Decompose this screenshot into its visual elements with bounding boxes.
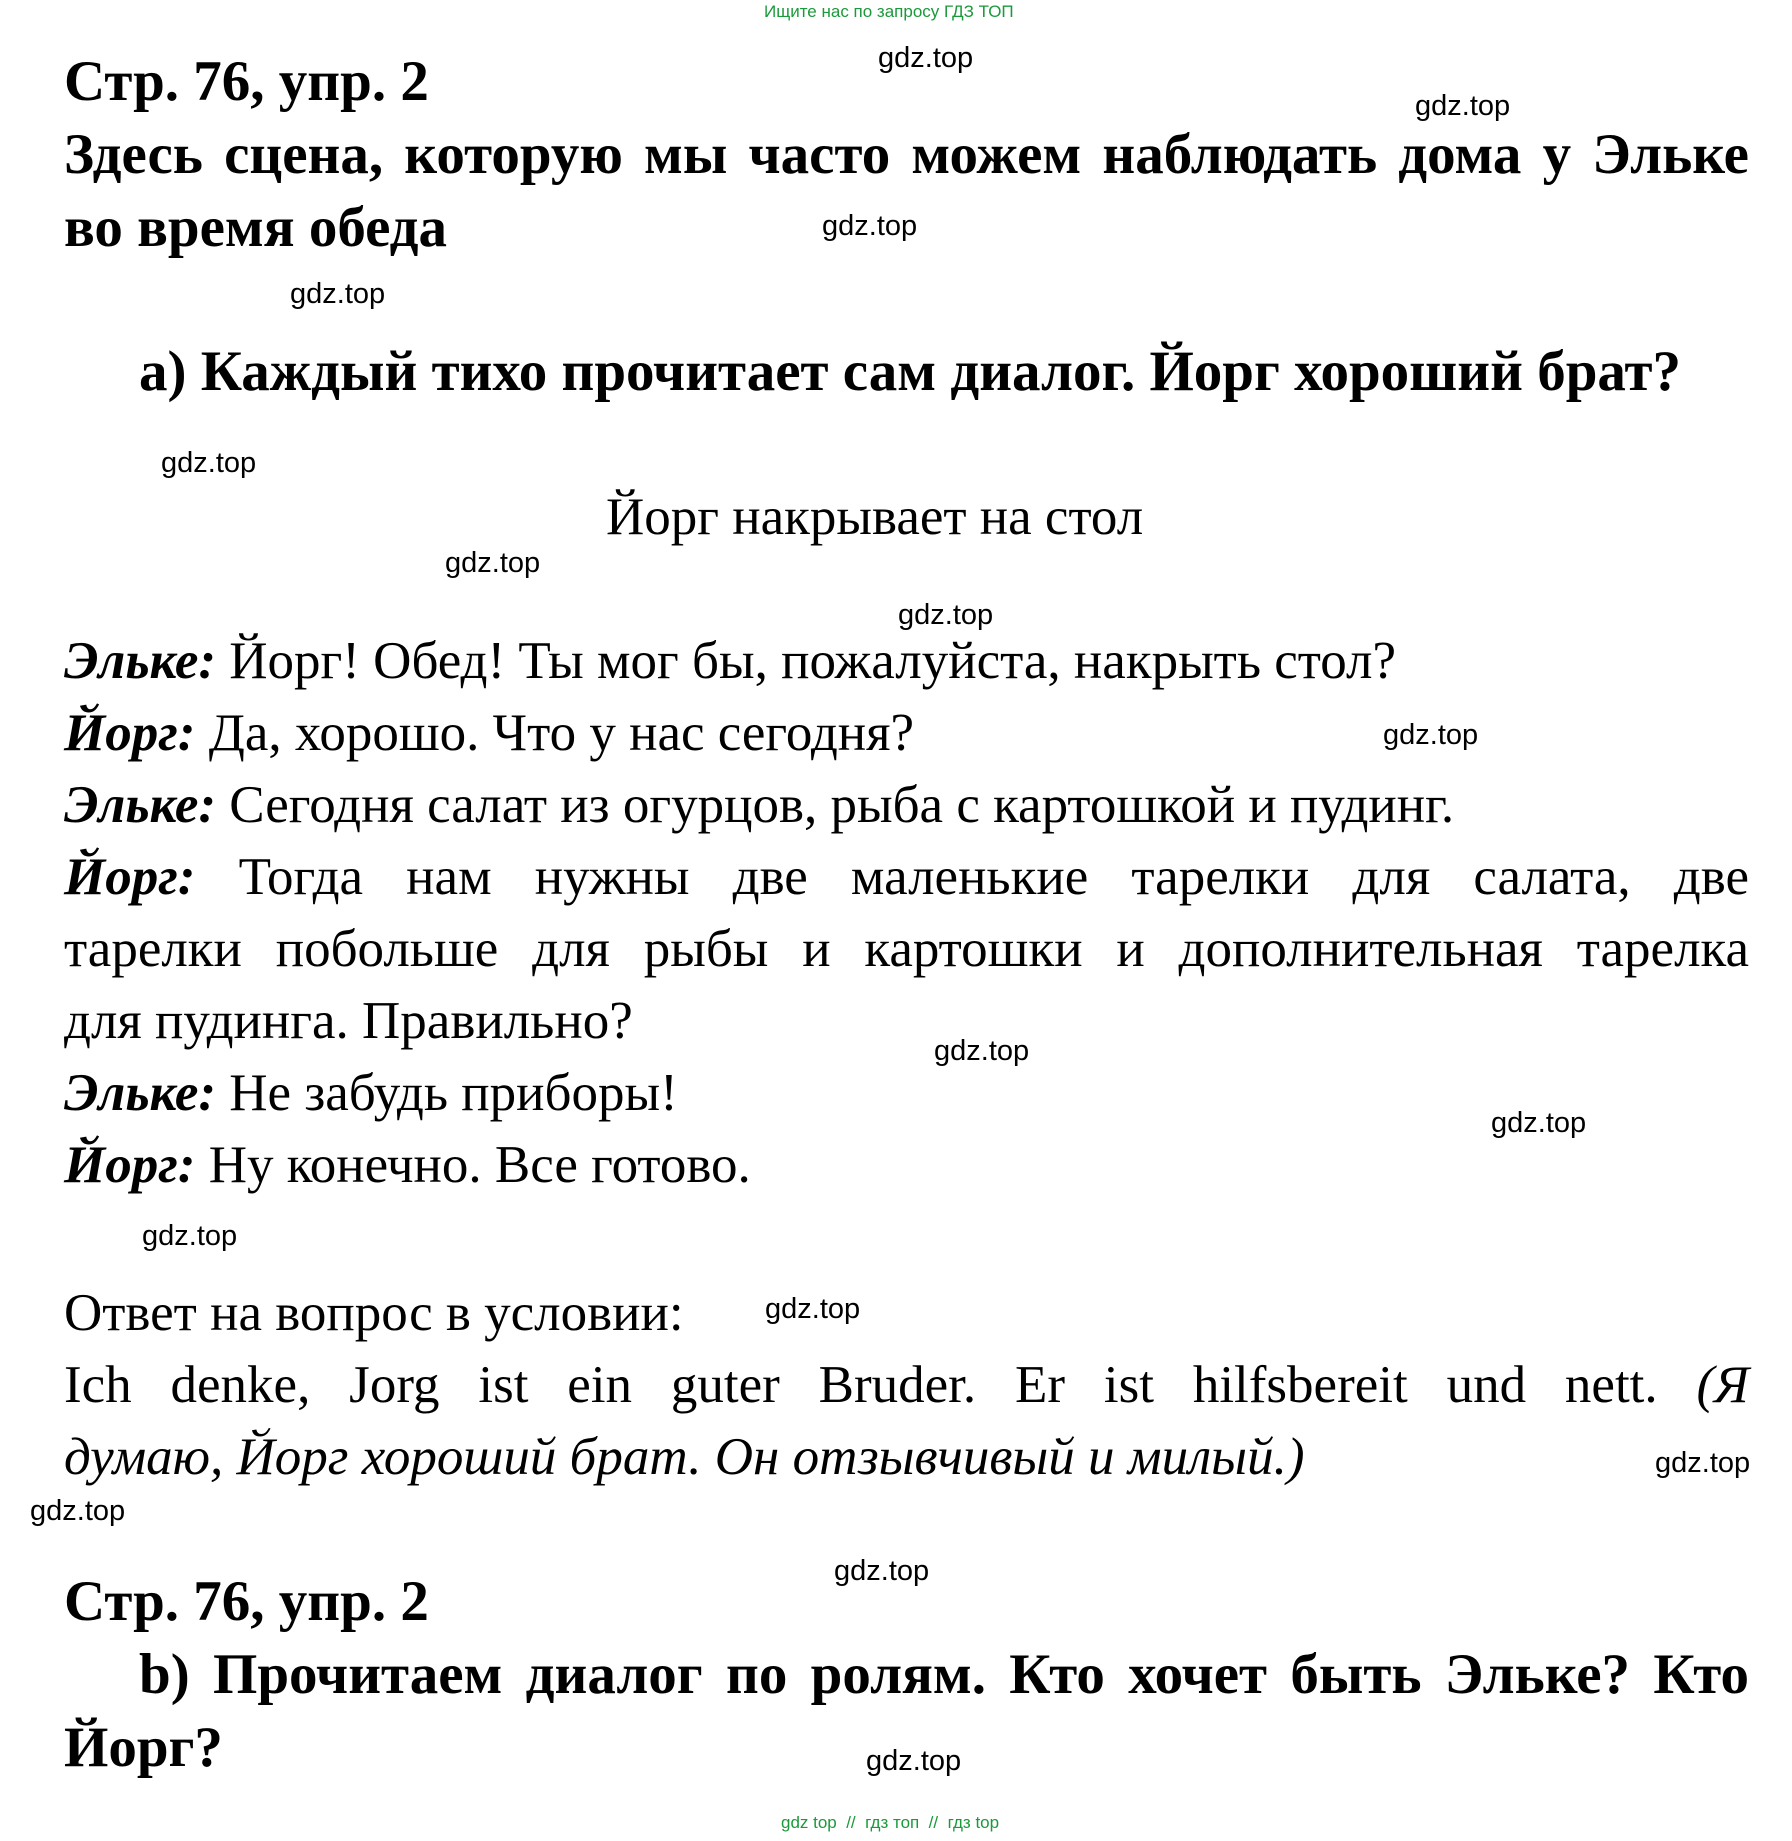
watermark: gdz.top: [161, 447, 257, 479]
watermark: gdz.top: [290, 278, 386, 310]
dialog-line-6: [64, 1129, 751, 1201]
dialog-line-5: [64, 1057, 678, 1129]
dialog-text: Ну конечно. Все готово.: [195, 1136, 751, 1194]
watermark: gdz.top: [866, 1745, 962, 1777]
dialog-speaker: Эльке:: [64, 632, 217, 690]
watermark: gdz.top: [30, 1495, 126, 1527]
dialog-text: Да, хорошо. Что у нас сегодня?: [195, 704, 915, 762]
answer-line-1: [64, 1349, 1749, 1421]
watermark: gdz.top: [765, 1293, 861, 1325]
dialog-title: Йорг накрывает на стол: [606, 488, 1144, 546]
dialog-text: Не забудь приборы!: [216, 1064, 678, 1122]
dialog-line-4c: для пудинга. Правильно?: [64, 992, 633, 1050]
watermark: gdz.top: [934, 1035, 1030, 1067]
task-a: а) Каждый тихо прочитает сам диалог. Йорг хороший брат?: [139, 340, 1681, 403]
dialog-text: Тогда нам нужны две маленькие тарелки для салата, две: [195, 848, 1749, 906]
answer-ru: думаю, Йорг хороший брат. Он отзывчивый и милый.): [64, 1428, 1305, 1486]
dialog-line-4b: тарелки побольше для рыбы и картошки и дополнительная тарелка: [64, 920, 1749, 978]
watermark: gdz.top: [822, 210, 918, 242]
footer: gdz top // гдз топ // гдз top: [781, 1813, 1000, 1832]
dialog-speaker: Йорг:: [64, 848, 196, 906]
dialog-speaker: Йорг:: [64, 704, 196, 762]
dialog-speaker: Эльке:: [64, 776, 217, 834]
task-b-line1: b) Прочитаем диалог по ролям. Кто хочет быть Эльке? Кто: [139, 1643, 1749, 1706]
watermark: gdz.top: [445, 547, 541, 579]
section1-intro-line2: во время обеда: [64, 196, 447, 259]
dialog-text: Сегодня салат из огурцов, рыба с картошкой и пудинг.: [216, 776, 1455, 834]
dialog-line-4: [64, 841, 1749, 913]
section1-title: Стр. 76, упр. 2: [64, 50, 429, 113]
watermark: gdz.top: [1383, 719, 1479, 751]
watermark: gdz.top: [878, 42, 974, 74]
top-banner: Ищите нас по запросу ГДЗ ТОП: [764, 2, 1014, 21]
section2-title: Стр. 76, упр. 2: [64, 1570, 429, 1633]
dialog-line-1: [64, 625, 1396, 697]
dialog-speaker: Эльке:: [64, 1064, 217, 1122]
dialog-line-2: [64, 697, 914, 769]
watermark: gdz.top: [834, 1555, 930, 1587]
answer-ru-start: (Я: [1696, 1356, 1749, 1414]
answer-de: Ich denke, Jorg ist ein guter Bruder. Er ist hilfsbereit und nett.: [64, 1356, 1658, 1414]
dialog-text: Йорг! Обед! Ты мог бы, пожалуйста, накрыть стол?: [216, 632, 1397, 690]
section1-intro-line1: Здесь сцена, которую мы часто можем наблюдать дома у Эльке: [64, 123, 1749, 186]
task-b-line2: Йорг?: [64, 1716, 223, 1779]
watermark: gdz.top: [898, 599, 994, 631]
watermark: gdz.top: [1415, 90, 1511, 122]
watermark: gdz.top: [142, 1220, 238, 1252]
watermark: gdz.top: [1491, 1107, 1587, 1139]
dialog-speaker: Йорг:: [64, 1136, 196, 1194]
watermark: gdz.top: [1655, 1447, 1751, 1479]
dialog-line-3: [64, 769, 1454, 841]
answer-label: Ответ на вопрос в условии:: [64, 1284, 684, 1342]
